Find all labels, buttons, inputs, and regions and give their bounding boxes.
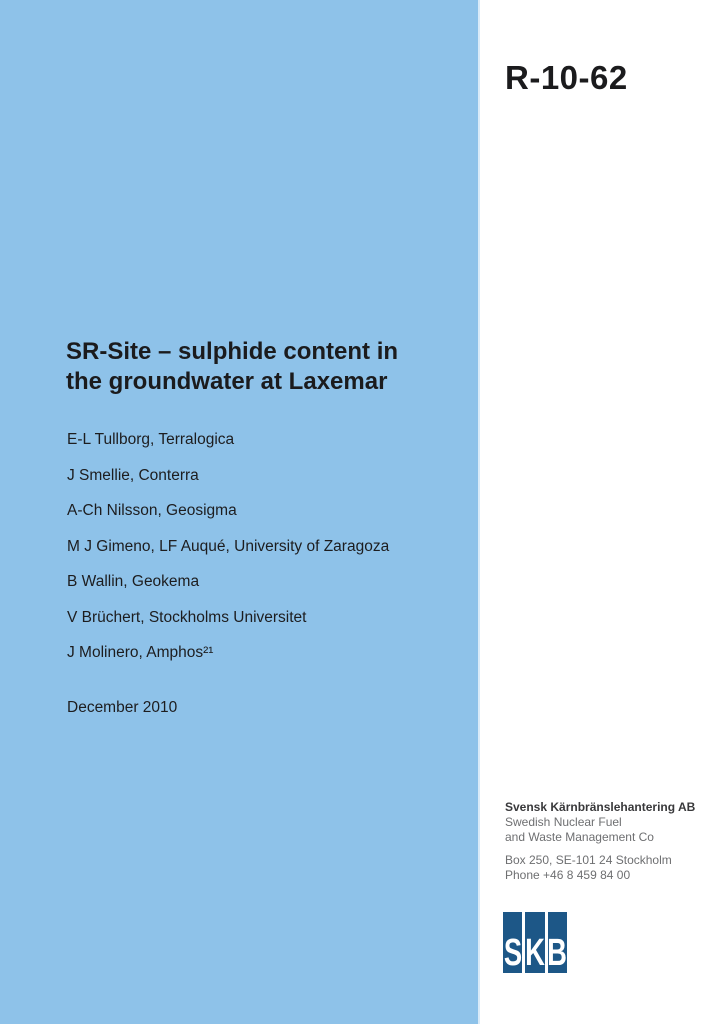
logo-letter: K — [525, 932, 545, 974]
logo-letter: S — [503, 932, 522, 974]
author-line: B Wallin, Geokema — [67, 573, 200, 590]
report-title — [66, 337, 398, 397]
logo-bar — [503, 912, 522, 973]
logo-bar — [548, 912, 567, 973]
publisher-name: Svensk Kärnbränslehantering AB — [505, 800, 696, 814]
publisher-address-group — [505, 853, 695, 883]
publisher-subtitle-1: Swedish Nuclear Fuel — [505, 815, 622, 829]
publisher-address: Box 250, SE-101 24 Stockholm — [505, 853, 672, 867]
author-line: J Molinero, Amphos²¹ — [67, 644, 214, 661]
author-line: E-L Tullborg, Terralogica — [67, 431, 235, 448]
publisher-block — [505, 800, 695, 883]
logo-bar — [525, 912, 544, 973]
author-line: V Brüchert, Stockholms Universitet — [67, 608, 307, 626]
report-title-line-1: SR-Site – sulphide content in — [66, 338, 399, 365]
author-line: M J Gimeno, LF Auqué, University of Zaragoza — [67, 537, 390, 555]
report-number: R-10-62 — [505, 59, 628, 96]
author-line: A-Ch Nilsson, Geosigma — [67, 502, 237, 519]
author-line: J Smellie, Conterra — [67, 466, 199, 484]
publisher-subtitle-2: and Waste Management Co — [505, 830, 654, 844]
report-title-line-2: the groundwater at Laxemar — [66, 368, 388, 395]
logo-letter: B — [547, 932, 568, 974]
publication-date: December 2010 — [67, 699, 178, 716]
skb-logo — [503, 912, 567, 973]
publisher-phone: Phone +46 8 459 84 00 — [505, 868, 631, 882]
author-list — [67, 422, 389, 671]
